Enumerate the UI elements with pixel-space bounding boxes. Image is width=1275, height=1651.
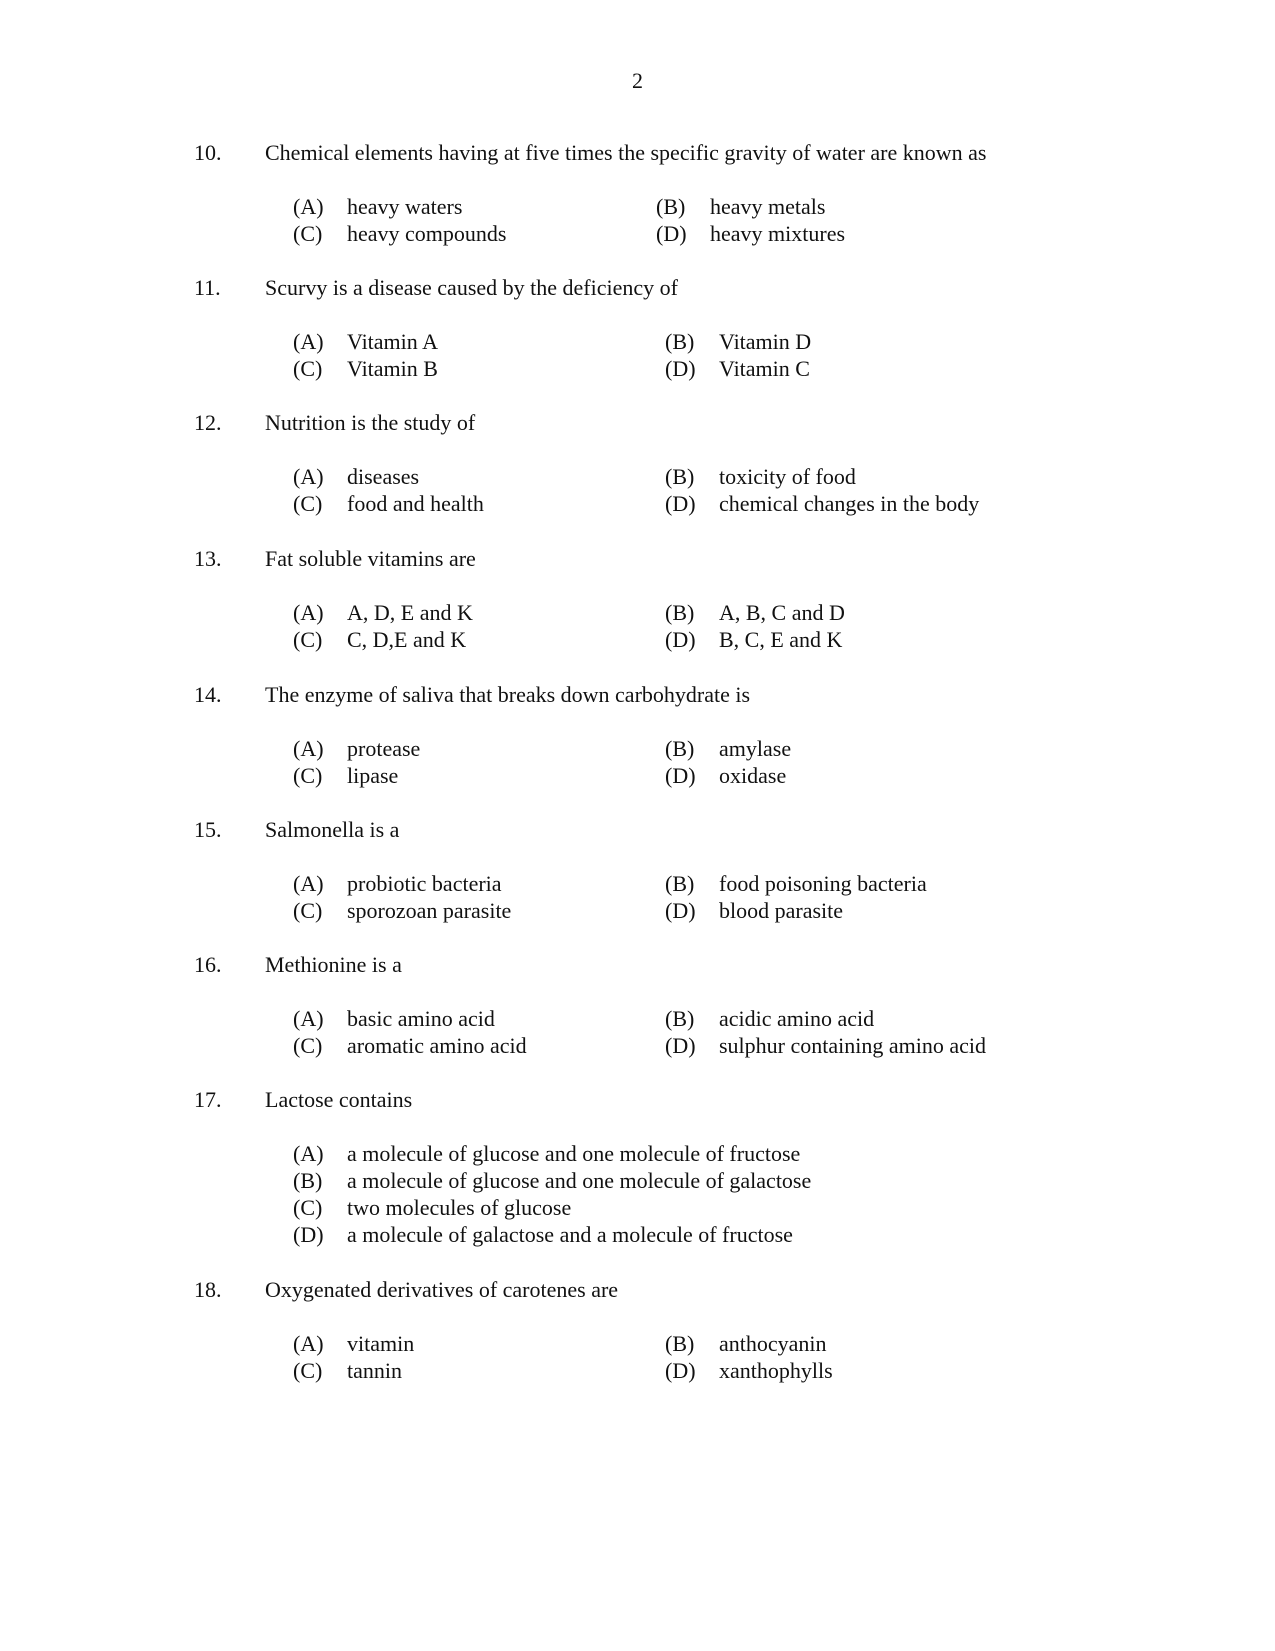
option-text: C, D,E and K (347, 627, 467, 652)
question-text: The enzyme of saliva that breaks down carbohydrate is (265, 682, 751, 707)
option-text: amylase (719, 736, 792, 761)
question-text: Chemical elements having at five times the specific gravity of water are known as (265, 140, 987, 165)
question-number: 13. (194, 546, 222, 571)
option-text: diseases (347, 464, 420, 489)
option-text: tannin (347, 1358, 402, 1383)
question-number: 16. (194, 952, 222, 977)
question-number: 15. (194, 817, 222, 842)
option-label: (D) (665, 627, 696, 652)
question-text: Methionine is a (265, 952, 402, 977)
option-label: (B) (665, 464, 695, 489)
option-label: (A) (293, 329, 324, 354)
option-label: (C) (293, 221, 323, 246)
option-text: A, D, E and K (347, 600, 473, 625)
option-text: a molecule of glucose and one molecule of galactose (347, 1168, 812, 1193)
question-18 (0, 1277, 1275, 1383)
option-label: (B) (293, 1168, 323, 1193)
option-text: acidic amino acid (719, 1006, 875, 1031)
option-text: two molecules of glucose (347, 1195, 572, 1220)
option-label: (B) (665, 1331, 695, 1356)
question-text: Scurvy is a disease caused by the deficiency of (265, 275, 678, 300)
option-label: (C) (293, 1195, 323, 1220)
question-number: 10. (194, 140, 222, 165)
option-text: sporozoan parasite (347, 898, 512, 923)
option-label: (D) (665, 763, 696, 788)
option-label: (D) (293, 1222, 324, 1247)
option-label: (A) (293, 194, 324, 219)
option-label: (D) (665, 491, 696, 516)
option-label: (C) (293, 491, 323, 516)
page-number: 2 (632, 68, 643, 93)
option-label: (A) (293, 736, 324, 761)
question-15 (0, 817, 1275, 923)
question-10 (0, 140, 1275, 246)
option-label: (A) (293, 1006, 324, 1031)
option-text: toxicity of food (719, 464, 856, 489)
question-17 (0, 1087, 1275, 1247)
option-text: Vitamin A (347, 329, 438, 354)
question-text: Salmonella is a (265, 817, 400, 842)
option-text: food poisoning bacteria (719, 871, 927, 896)
option-label: (B) (665, 871, 695, 896)
option-label: (B) (656, 194, 686, 219)
option-label: (A) (293, 464, 324, 489)
option-text: xanthophylls (719, 1358, 833, 1383)
option-text: heavy mixtures (710, 221, 846, 246)
option-label: (C) (293, 1033, 323, 1058)
option-text: oxidase (719, 763, 787, 788)
question-text: Oxygenated derivatives of carotenes are (265, 1277, 619, 1302)
option-label: (A) (293, 1331, 324, 1356)
option-label: (D) (665, 1358, 696, 1383)
option-text: A, B, C and D (719, 600, 845, 625)
question-number: 18. (194, 1277, 222, 1302)
option-text: lipase (347, 763, 399, 788)
option-label: (A) (293, 1141, 324, 1166)
option-text: aromatic amino acid (347, 1033, 527, 1058)
question-text: Fat soluble vitamins are (265, 546, 476, 571)
option-label: (A) (293, 600, 324, 625)
option-text: heavy waters (347, 194, 463, 219)
option-text: basic amino acid (347, 1006, 495, 1031)
question-11 (0, 275, 1275, 381)
option-label: (D) (665, 898, 696, 923)
option-text: heavy metals (710, 194, 826, 219)
option-label: (D) (665, 1033, 696, 1058)
option-label: (B) (665, 1006, 695, 1031)
option-text: Vitamin C (719, 356, 810, 381)
question-12 (0, 410, 1275, 516)
option-text: Vitamin B (347, 356, 438, 381)
option-label: (B) (665, 600, 695, 625)
option-label: (C) (293, 898, 323, 923)
option-text: vitamin (347, 1331, 415, 1356)
option-text: a molecule of glucose and one molecule of fructose (347, 1141, 801, 1166)
option-text: a molecule of galactose and a molecule of fructose (347, 1222, 793, 1247)
option-label: (C) (293, 1358, 323, 1383)
option-text: heavy compounds (347, 221, 507, 246)
option-label: (D) (665, 356, 696, 381)
option-label: (B) (665, 329, 695, 354)
question-number: 11. (194, 275, 221, 300)
question-16 (0, 952, 1275, 1058)
option-text: food and health (347, 491, 484, 516)
question-14 (0, 682, 1275, 788)
option-text: sulphur containing amino acid (719, 1033, 986, 1058)
question-number: 14. (194, 682, 222, 707)
question-text: Lactose contains (265, 1087, 413, 1112)
question-13 (0, 546, 1275, 652)
option-text: B, C, E and K (719, 627, 843, 652)
option-label: (A) (293, 871, 324, 896)
option-label: (D) (656, 221, 687, 246)
question-text: Nutrition is the study of (265, 410, 476, 435)
option-text: anthocyanin (719, 1331, 827, 1356)
question-number: 17. (194, 1087, 222, 1112)
option-label: (B) (665, 736, 695, 761)
option-text: protease (347, 736, 421, 761)
option-text: Vitamin D (719, 329, 812, 354)
option-label: (C) (293, 356, 323, 381)
question-number: 12. (194, 410, 222, 435)
option-text: blood parasite (719, 898, 844, 923)
option-text: chemical changes in the body (719, 491, 980, 516)
option-text: probiotic bacteria (347, 871, 502, 896)
option-label: (C) (293, 763, 323, 788)
option-label: (C) (293, 627, 323, 652)
